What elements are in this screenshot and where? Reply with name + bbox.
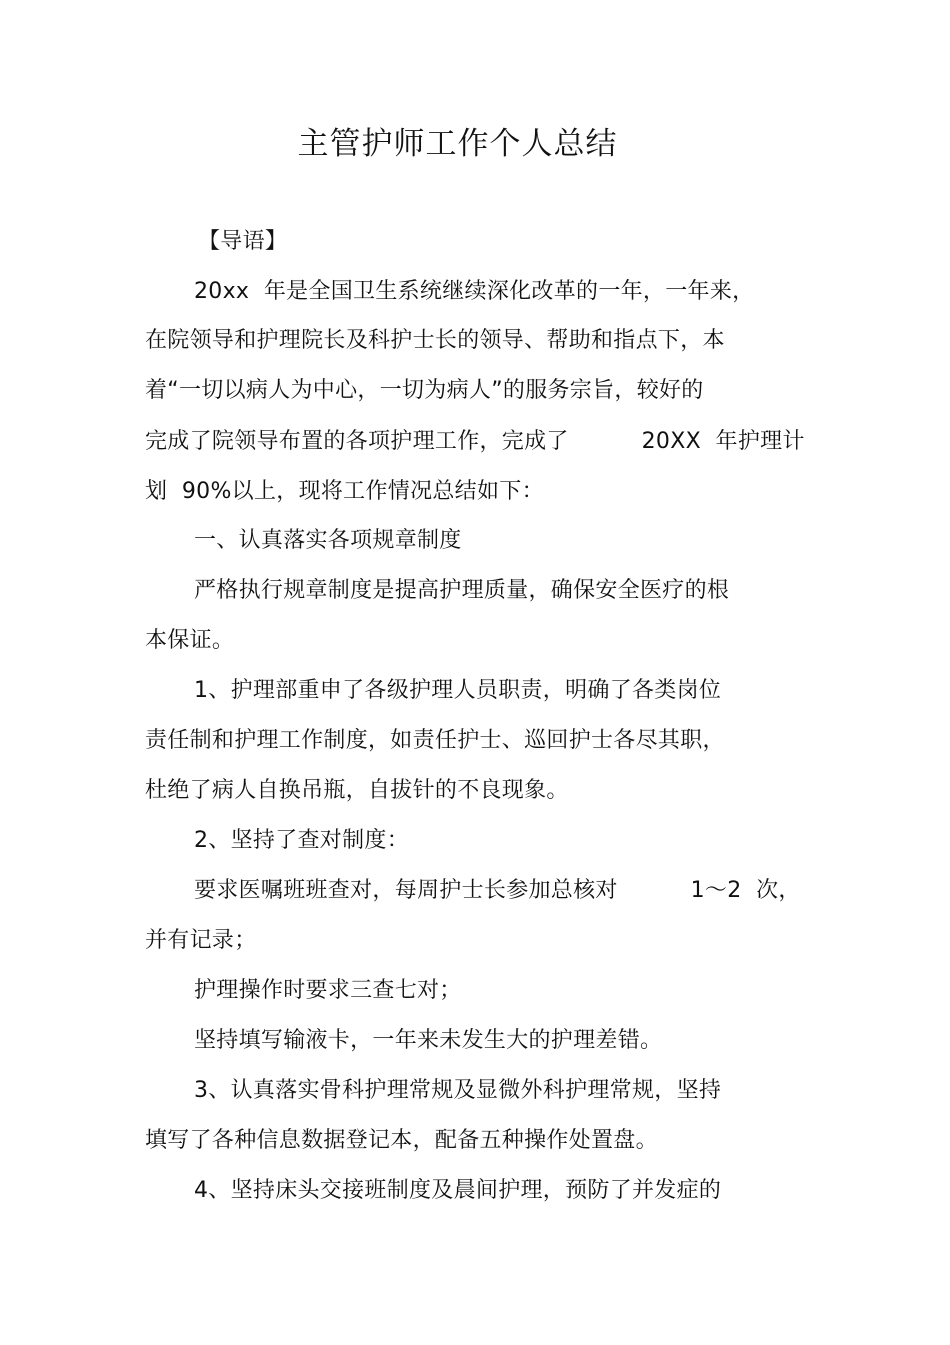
paragraph-line: 坚持填写输液卡，一年来未发生大的护理差错。 [194,1028,663,1053]
paragraph-line: 填写了各种信息数据登记本，配备五种操作处置盘。 [145,1128,658,1153]
paragraph-line: 1、护理部重申了各级护理人员职责，明确了各类岗位 [194,678,722,703]
paragraph-line: 3、认真落实骨科护理常规及显微外科护理常规，坚持 [194,1078,722,1103]
paragraph-line: 20xx 年是全国卫生系统继续深化改革的一年，一年来， [194,279,755,304]
subsection-heading: 2、坚持了查对制度： [194,828,409,853]
document-title: 主管护师工作个人总结 [297,126,618,162]
paragraph-line: 完成了院领导布置的各项护理工作，完成了 20XX 年护理计 [145,429,805,454]
section-intro-heading: 【导语】 [198,229,288,254]
paragraph-line: 本保证。 [145,628,235,653]
paragraph-line: 杜绝了病人自换吊瓶，自拔针的不良现象。 [145,778,569,803]
paragraph-line: 4、坚持床头交接班制度及晨间护理，预防了并发症的 [194,1178,722,1203]
paragraph-line: 责任制和护理工作制度，如责任护士、巡回护士各尽其职， [145,728,725,753]
section-heading: 一、认真落实各项规章制度 [194,528,462,553]
paragraph-line: 着“一切以病人为中心，一切为病人”的服务宗旨，较好的 [145,378,704,403]
paragraph-line: 严格执行规章制度是提高护理质量，确保安全医疗的根 [194,578,730,603]
paragraph-line: 并有记录； [145,928,257,953]
paragraph-line: 护理操作时要求三查七对； [194,978,462,1003]
paragraph-line: 在院领导和护理院长及科护士长的领导、帮助和指点下，本 [145,328,725,353]
paragraph-line: 划 90%以上，现将工作情况总结如下： [145,479,544,504]
paragraph-line: 要求医嘱班班查对，每周护士长参加总核对 1～2 次， [194,878,801,903]
